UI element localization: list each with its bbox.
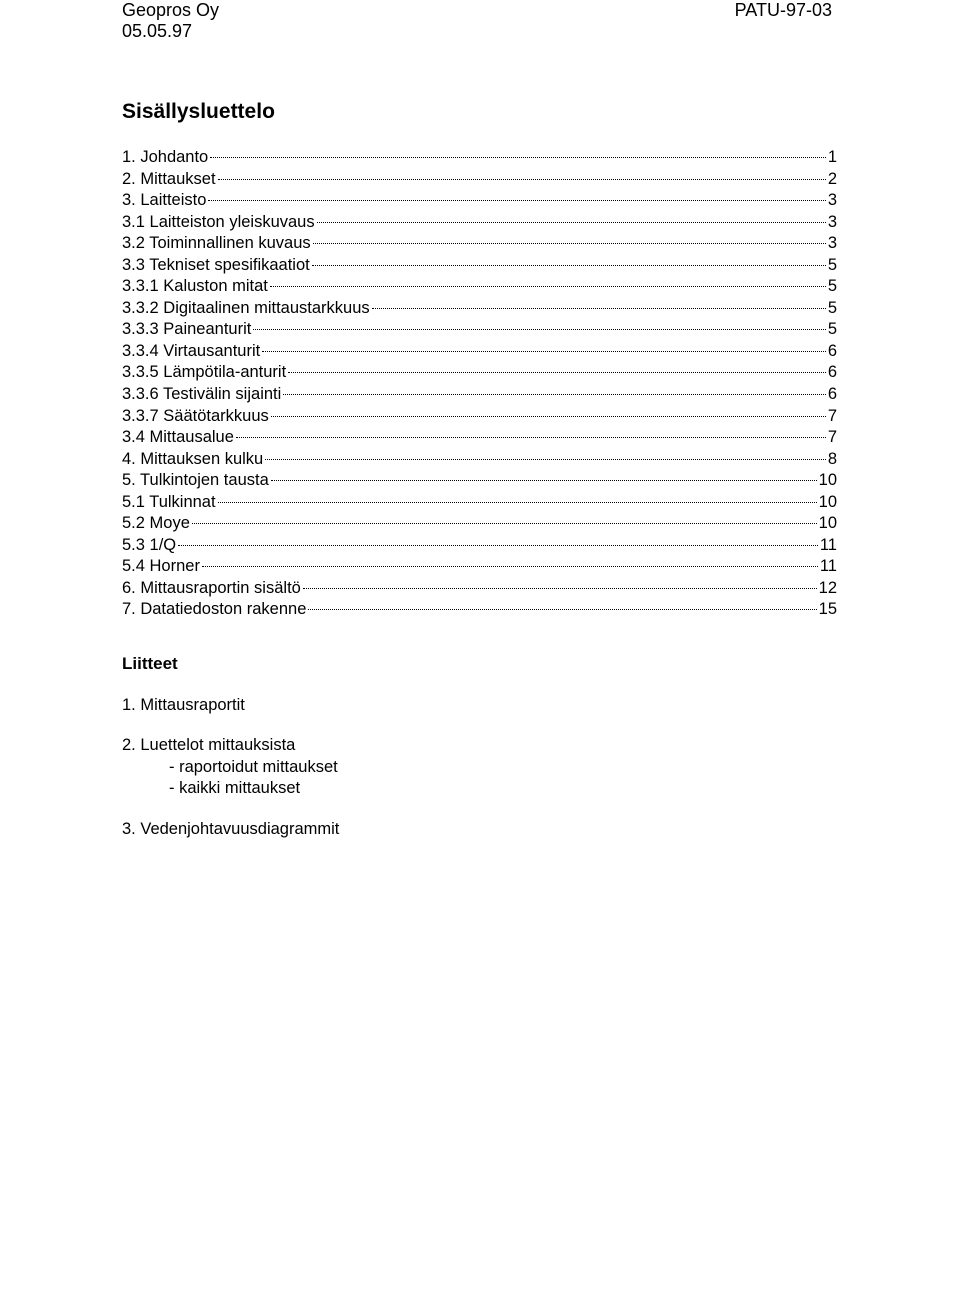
toc-entry	[122, 406, 837, 428]
toc-entry-label: 3.3.7 Säätötarkkuus	[122, 406, 269, 425]
toc-entry-page: 5	[827, 255, 837, 274]
toc-entry-page: 6	[827, 385, 837, 404]
toc-dot-leader	[270, 286, 826, 287]
toc-entry	[122, 384, 837, 406]
toc-entry	[122, 147, 837, 169]
toc-entry-label: 3.3.3 Paineanturit	[122, 320, 252, 339]
toc-entry-page: 5	[827, 320, 837, 339]
table-of-contents	[122, 147, 837, 621]
toc-entry-label: 3.2 Toiminnallinen kuvaus	[122, 234, 311, 253]
toc-entry-page: 10	[818, 514, 837, 533]
document-id: PATU-97-03	[734, 0, 832, 20]
appendix-item-2: 2. Luettelot mittauksista	[122, 736, 296, 754]
toc-dot-leader	[271, 416, 826, 417]
toc-entry-page: 15	[818, 600, 837, 619]
page-header-left	[122, 0, 219, 42]
toc-entry-page: 3	[827, 234, 837, 253]
toc-entry	[122, 190, 837, 212]
toc-dot-leader	[210, 157, 826, 158]
toc-dot-leader	[303, 588, 817, 589]
toc-entry-label: 5.2 Moye	[122, 514, 190, 533]
toc-entry	[122, 556, 837, 578]
appendix-item-1: 1. Mittausraportit	[122, 696, 245, 714]
toc-entry-label: 3. Laitteisto	[122, 191, 207, 210]
toc-entry	[122, 362, 837, 384]
toc-dot-leader	[253, 329, 825, 330]
toc-entry	[122, 319, 837, 341]
toc-dot-leader	[218, 179, 826, 180]
toc-entry	[122, 513, 837, 535]
toc-entry	[122, 449, 837, 471]
toc-entry-label: 3.3.1 Kaluston mitat	[122, 277, 268, 296]
document-date: 05.05.97	[122, 21, 193, 41]
toc-entry-page: 6	[827, 341, 837, 360]
appendices-heading: Liitteet	[122, 654, 178, 673]
toc-entry-page: 3	[827, 191, 837, 210]
toc-entry-page: 10	[818, 492, 837, 511]
appendix-item-3: 3. Vedenjohtavuusdiagrammit	[122, 820, 340, 838]
toc-entry-label: 3.4 Mittausalue	[122, 428, 234, 447]
toc-entry-page: 1	[827, 148, 837, 166]
appendix-subitem: - kaikki mittaukset	[169, 779, 301, 797]
toc-entry-page: 8	[827, 449, 837, 468]
toc-entry-page: 10	[818, 471, 837, 490]
toc-dot-leader	[208, 200, 825, 201]
toc-entry	[122, 427, 837, 449]
toc-entry	[122, 298, 837, 320]
toc-dot-leader	[236, 437, 826, 438]
toc-entry	[122, 578, 837, 600]
appendix-subitem: - raportoidut mittaukset	[169, 758, 338, 776]
toc-entry-page: 5	[827, 298, 837, 317]
toc-entry-label: 3.3 Tekniset spesifikaatiot	[122, 255, 310, 274]
toc-dot-leader	[178, 545, 818, 546]
toc-entry-page: 5	[827, 277, 837, 296]
toc-dot-leader	[372, 308, 826, 309]
toc-dot-leader	[283, 394, 826, 395]
company-name: Geopros Oy	[122, 0, 220, 20]
toc-entry	[122, 470, 837, 492]
toc-entry	[122, 169, 837, 191]
toc-dot-leader	[271, 480, 817, 481]
toc-entry-label: 7. Datatiedoston rakenne	[122, 600, 307, 619]
toc-entry-label: 5.3 1/Q	[122, 535, 177, 554]
toc-entry-label: 1. Johdanto	[122, 148, 209, 166]
toc-dot-leader	[202, 566, 818, 567]
toc-dot-leader	[262, 351, 826, 352]
toc-dot-leader	[313, 243, 826, 244]
toc-entry-label: 3.1 Laitteiston yleiskuvaus	[122, 212, 315, 231]
toc-entry-page: 6	[827, 363, 837, 382]
toc-entry	[122, 341, 837, 363]
toc-entry-label: 4. Mittauksen kulku	[122, 449, 264, 468]
toc-entry-label: 5.4 Horner	[122, 557, 200, 576]
toc-entry-label: 3.3.4 Virtausanturit	[122, 341, 261, 360]
toc-entry-label: 3.3.6 Testivälin sijainti	[122, 385, 282, 404]
toc-dot-leader	[317, 222, 826, 223]
toc-entry-page: 2	[827, 169, 837, 188]
page-title: Sisällysluettelo	[122, 100, 275, 123]
toc-entry-label: 6. Mittausraportin sisältö	[122, 578, 301, 597]
toc-entry	[122, 212, 837, 234]
toc-entry	[122, 233, 837, 255]
toc-entry	[122, 255, 837, 277]
toc-dot-leader	[265, 459, 826, 460]
toc-dot-leader	[308, 609, 816, 610]
toc-entry	[122, 535, 837, 557]
toc-entry	[122, 599, 837, 621]
toc-dot-leader	[312, 265, 826, 266]
toc-dot-leader	[192, 523, 817, 524]
toc-entry-label: 2. Mittaukset	[122, 169, 216, 188]
toc-entry-page: 7	[827, 406, 837, 425]
toc-entry-page: 7	[827, 428, 837, 447]
toc-entry	[122, 276, 837, 298]
toc-entry-page: 3	[827, 212, 837, 231]
toc-entry-label: 5. Tulkintojen tausta	[122, 471, 269, 490]
toc-entry-label: 3.3.5 Lämpötila-anturit	[122, 363, 287, 382]
toc-entry-label: 3.3.2 Digitaalinen mittaustarkkuus	[122, 298, 370, 317]
toc-entry	[122, 492, 837, 514]
toc-dot-leader	[288, 372, 826, 373]
toc-entry-page: 12	[818, 578, 837, 597]
toc-entry-page: 11	[819, 535, 837, 554]
toc-entry-page: 11	[819, 557, 837, 576]
toc-entry-label: 5.1 Tulkinnat	[122, 492, 216, 511]
toc-dot-leader	[218, 502, 817, 503]
